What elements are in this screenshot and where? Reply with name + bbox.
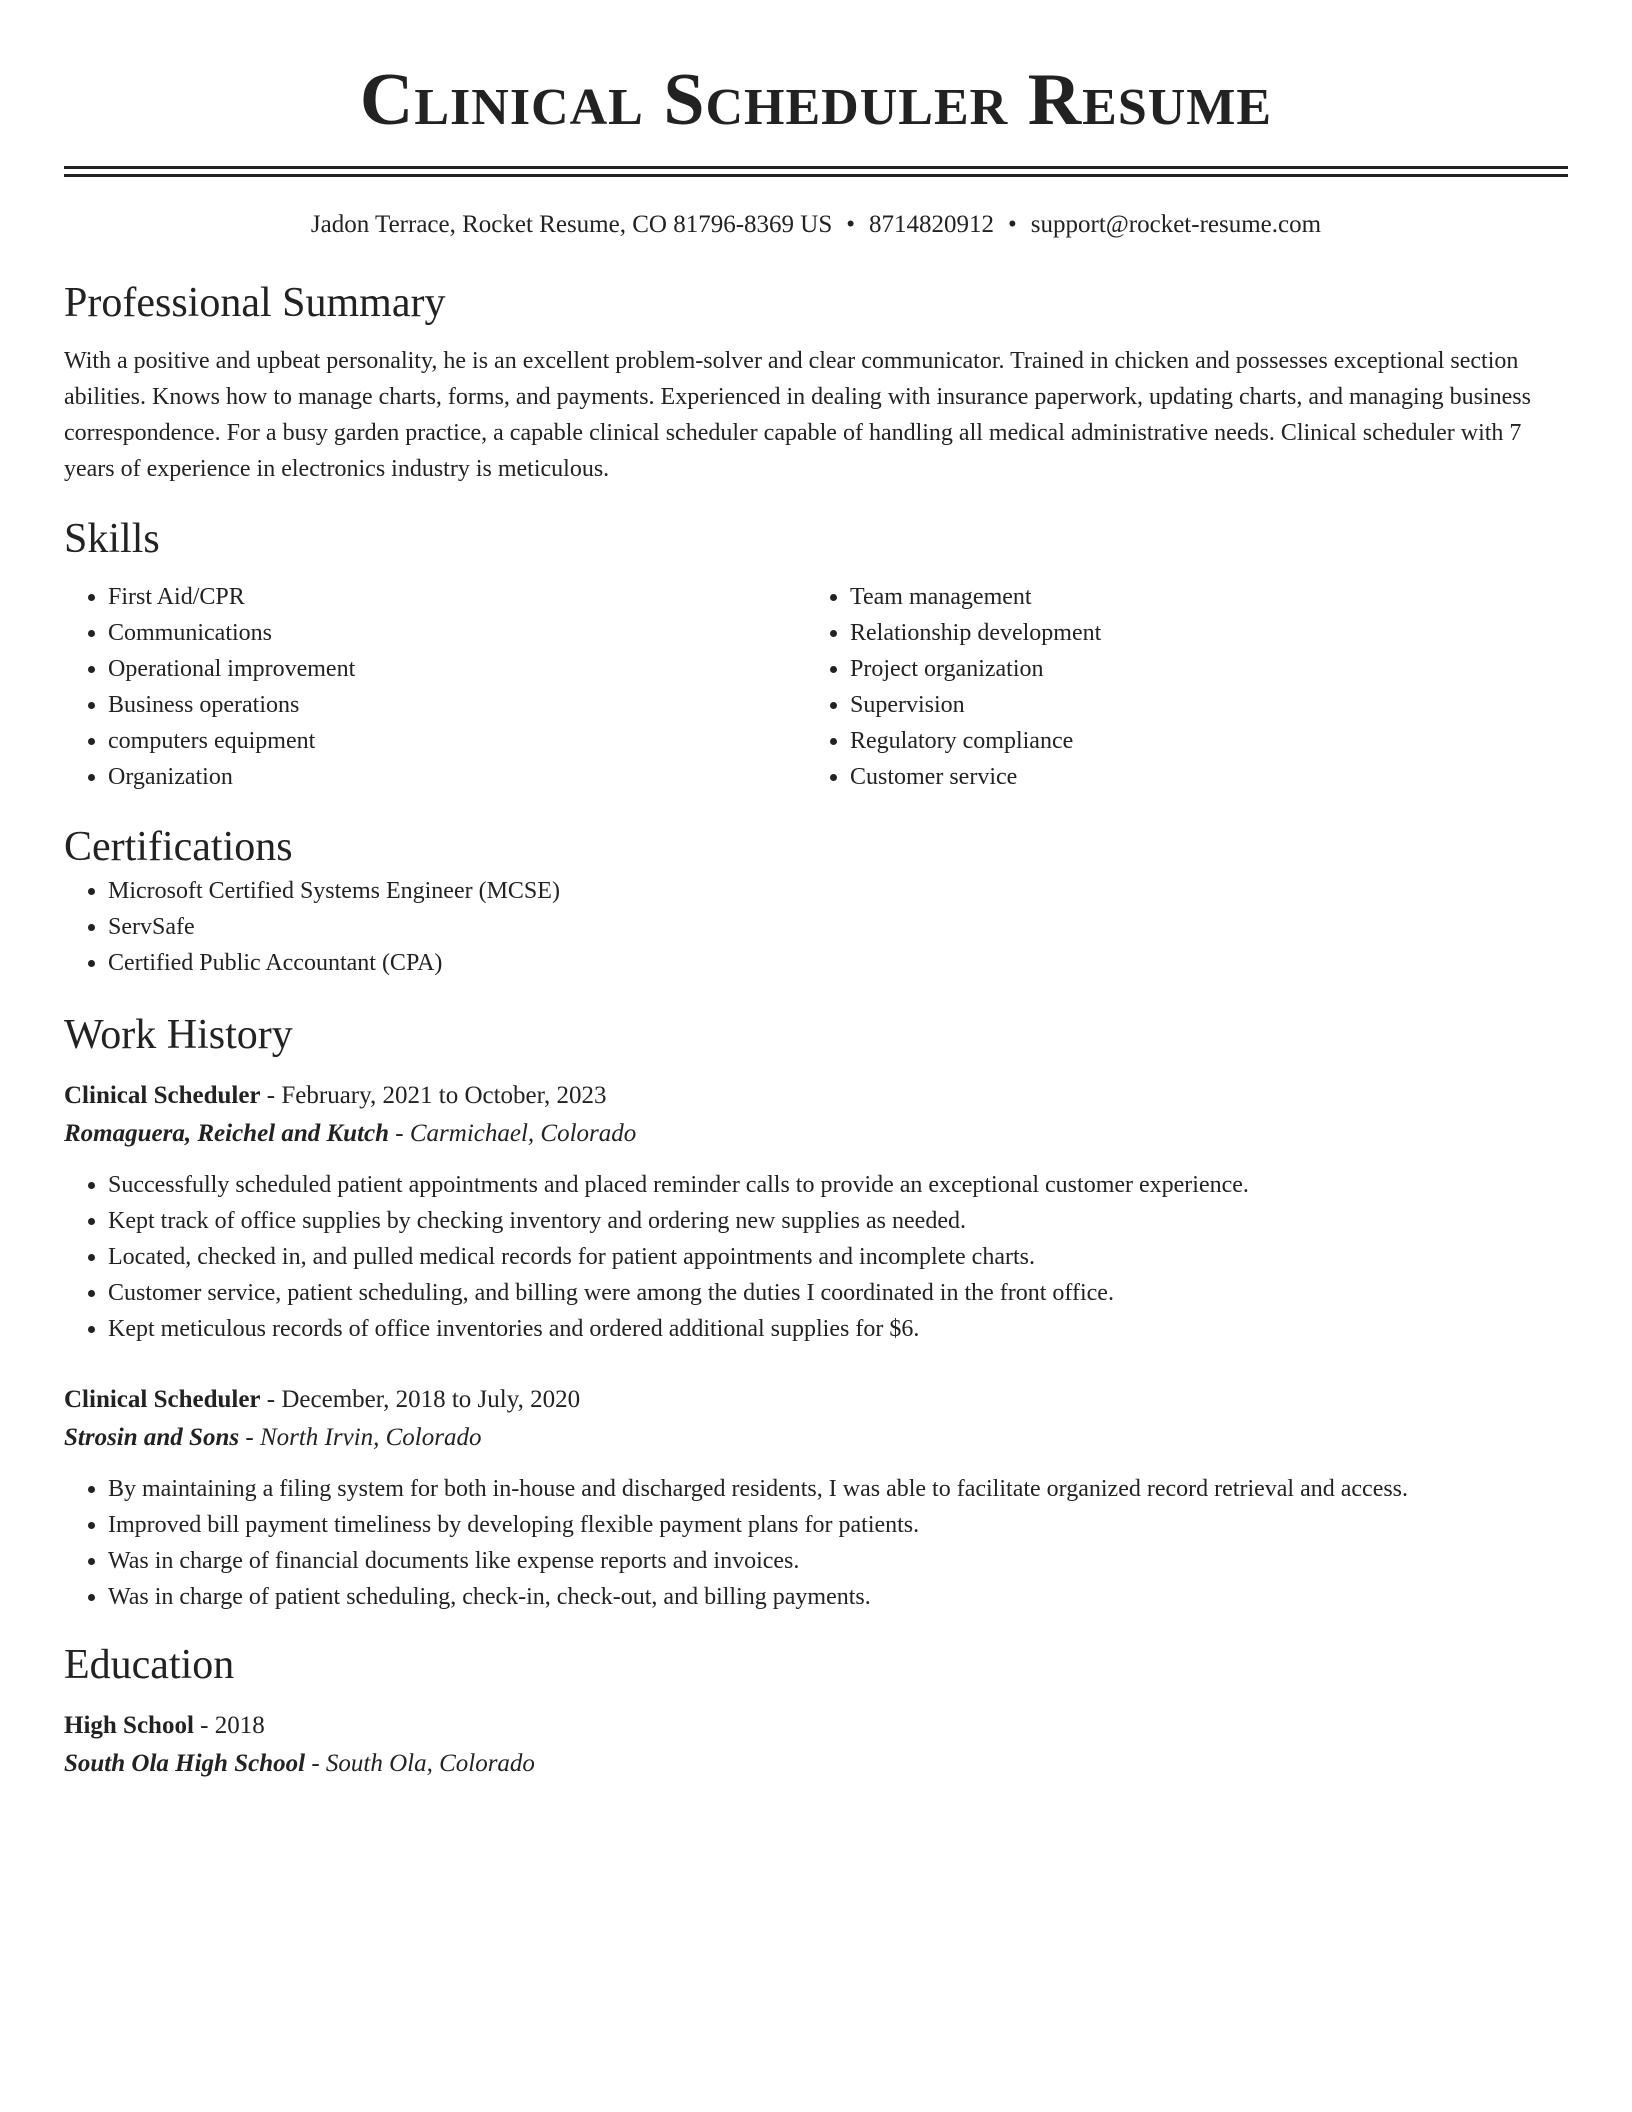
contact-email: support@rocket-resume.com [1030,211,1322,238]
skill-item: • Team management [850,579,1548,615]
education-degree: High School [64,1712,194,1739]
job-dates: December, 2018 to July, 2020 [281,1386,581,1413]
job-company-line [64,1115,1568,1153]
job-duty-item: • By maintaining a filing system for both in-house and discharged residents, I was able to facilitate organized record retrieval and access. [108,1471,1568,1507]
dash-separator: - [260,1082,282,1109]
summary-text: With a positive and upbeat personality, he is an excellent problem-solver and clear communicator. Trained in chicken and possesses exceptional section abilities. Knows how to manage charts, forms, and payments. Experienced in dealing with insurance paperwork, updating charts, and managing business correspondence. For a busy garden practice, a capable clinical scheduler capable of handling all medical administrative needs. Clinical scheduler with 7 years of experience in electronics industry is meticulous. [64,348,1531,482]
skill-item: • Regulatory compliance [850,723,1548,759]
job-duty-item: • Located, checked in, and pulled medical records for patient appointments and incomplete charts. [108,1239,1568,1275]
skill-item: • Organization [108,759,806,795]
skill-item: • Relationship development [850,615,1548,651]
education-entry [64,1707,1568,1783]
certification-item: • Microsoft Certified Systems Engineer (MCSE) [108,873,1568,909]
skills-column-left [64,579,806,795]
job-role: Clinical Scheduler [64,1386,261,1413]
job-role: Clinical Scheduler [64,1082,261,1109]
dash-separator: - [389,1120,410,1147]
job-company: Strosin and Sons [64,1424,240,1451]
contact-separator: • [846,211,855,238]
job-entry [64,1381,1568,1615]
contact-address: Jadon Terrace, Rocket Resume, CO 81796-8369 US [310,211,833,238]
work-history-heading: Work History [64,1012,293,1058]
skill-item: • First Aid/CPR [108,579,806,615]
skills-heading: Skills [64,516,160,562]
skill-item: • Project organization [850,651,1548,687]
summary-heading: Professional Summary [64,280,446,326]
skills-list-left [64,579,806,795]
education-school: South Ola High School [64,1750,306,1777]
dash-separator: - [239,1424,260,1451]
contact-phone: 8714820912 [869,211,994,238]
title-double-rule [64,166,1568,177]
skills-column-right [806,579,1548,795]
certification-item: • ServSafe [108,909,1568,945]
education-school-line [64,1745,1568,1783]
job-title-line [64,1077,1568,1115]
job-entry [64,1077,1568,1347]
job-duty-item: • Successfully scheduled patient appointments and placed reminder calls to provide an exceptional customer experience. [108,1167,1568,1203]
skills-grid [64,579,1568,795]
dash-separator: - [193,1712,215,1739]
job-title-line [64,1381,1568,1419]
job-duty-item: • Was in charge of patient scheduling, check-in, check-out, and billing payments. [108,1579,1568,1615]
skill-item: • computers equipment [108,723,806,759]
education-degree-line [64,1707,1568,1745]
skill-item: • Business operations [108,687,806,723]
job-duties-list [64,1167,1568,1347]
job-company-line [64,1419,1568,1457]
job-location: North Irvin, Colorado [259,1424,482,1451]
resume-title: Clinical Scheduler Resume [359,59,1273,141]
skill-item: • Communications [108,615,806,651]
certifications-list [64,873,1568,981]
job-duties-list [64,1471,1568,1615]
job-company: Romaguera, Reichel and Kutch [64,1120,390,1147]
job-duty-item: • Kept track of office supplies by checking inventory and ordering new supplies as needed. [108,1203,1568,1239]
contact-line [64,209,1568,241]
certification-item: • Certified Public Accountant (CPA) [108,945,1568,981]
skill-item: • Operational improvement [108,651,806,687]
job-duty-item: • Customer service, patient scheduling, and billing were among the duties I coordinated in the front office. [108,1275,1568,1311]
skills-list-right [806,579,1548,795]
skill-item: • Supervision [850,687,1548,723]
education-year: 2018 [214,1712,265,1739]
dash-separator: - [305,1750,326,1777]
job-duty-item: • Was in charge of financial documents like expense reports and invoices. [108,1543,1568,1579]
job-location: Carmichael, Colorado [409,1120,637,1147]
dash-separator: - [260,1386,282,1413]
job-dates: February, 2021 to October, 2023 [281,1082,607,1109]
job-duty-item: • Kept meticulous records of office inventories and ordered additional supplies for $6. [108,1311,1568,1347]
skill-item: • Customer service [850,759,1548,795]
job-duty-item: • Improved bill payment timeliness by developing flexible payment plans for patients. [108,1507,1568,1543]
education-heading: Education [64,1642,235,1688]
education-location: South Ola, Colorado [325,1750,535,1777]
contact-separator: • [1008,211,1017,238]
certifications-heading: Certifications [64,824,293,870]
